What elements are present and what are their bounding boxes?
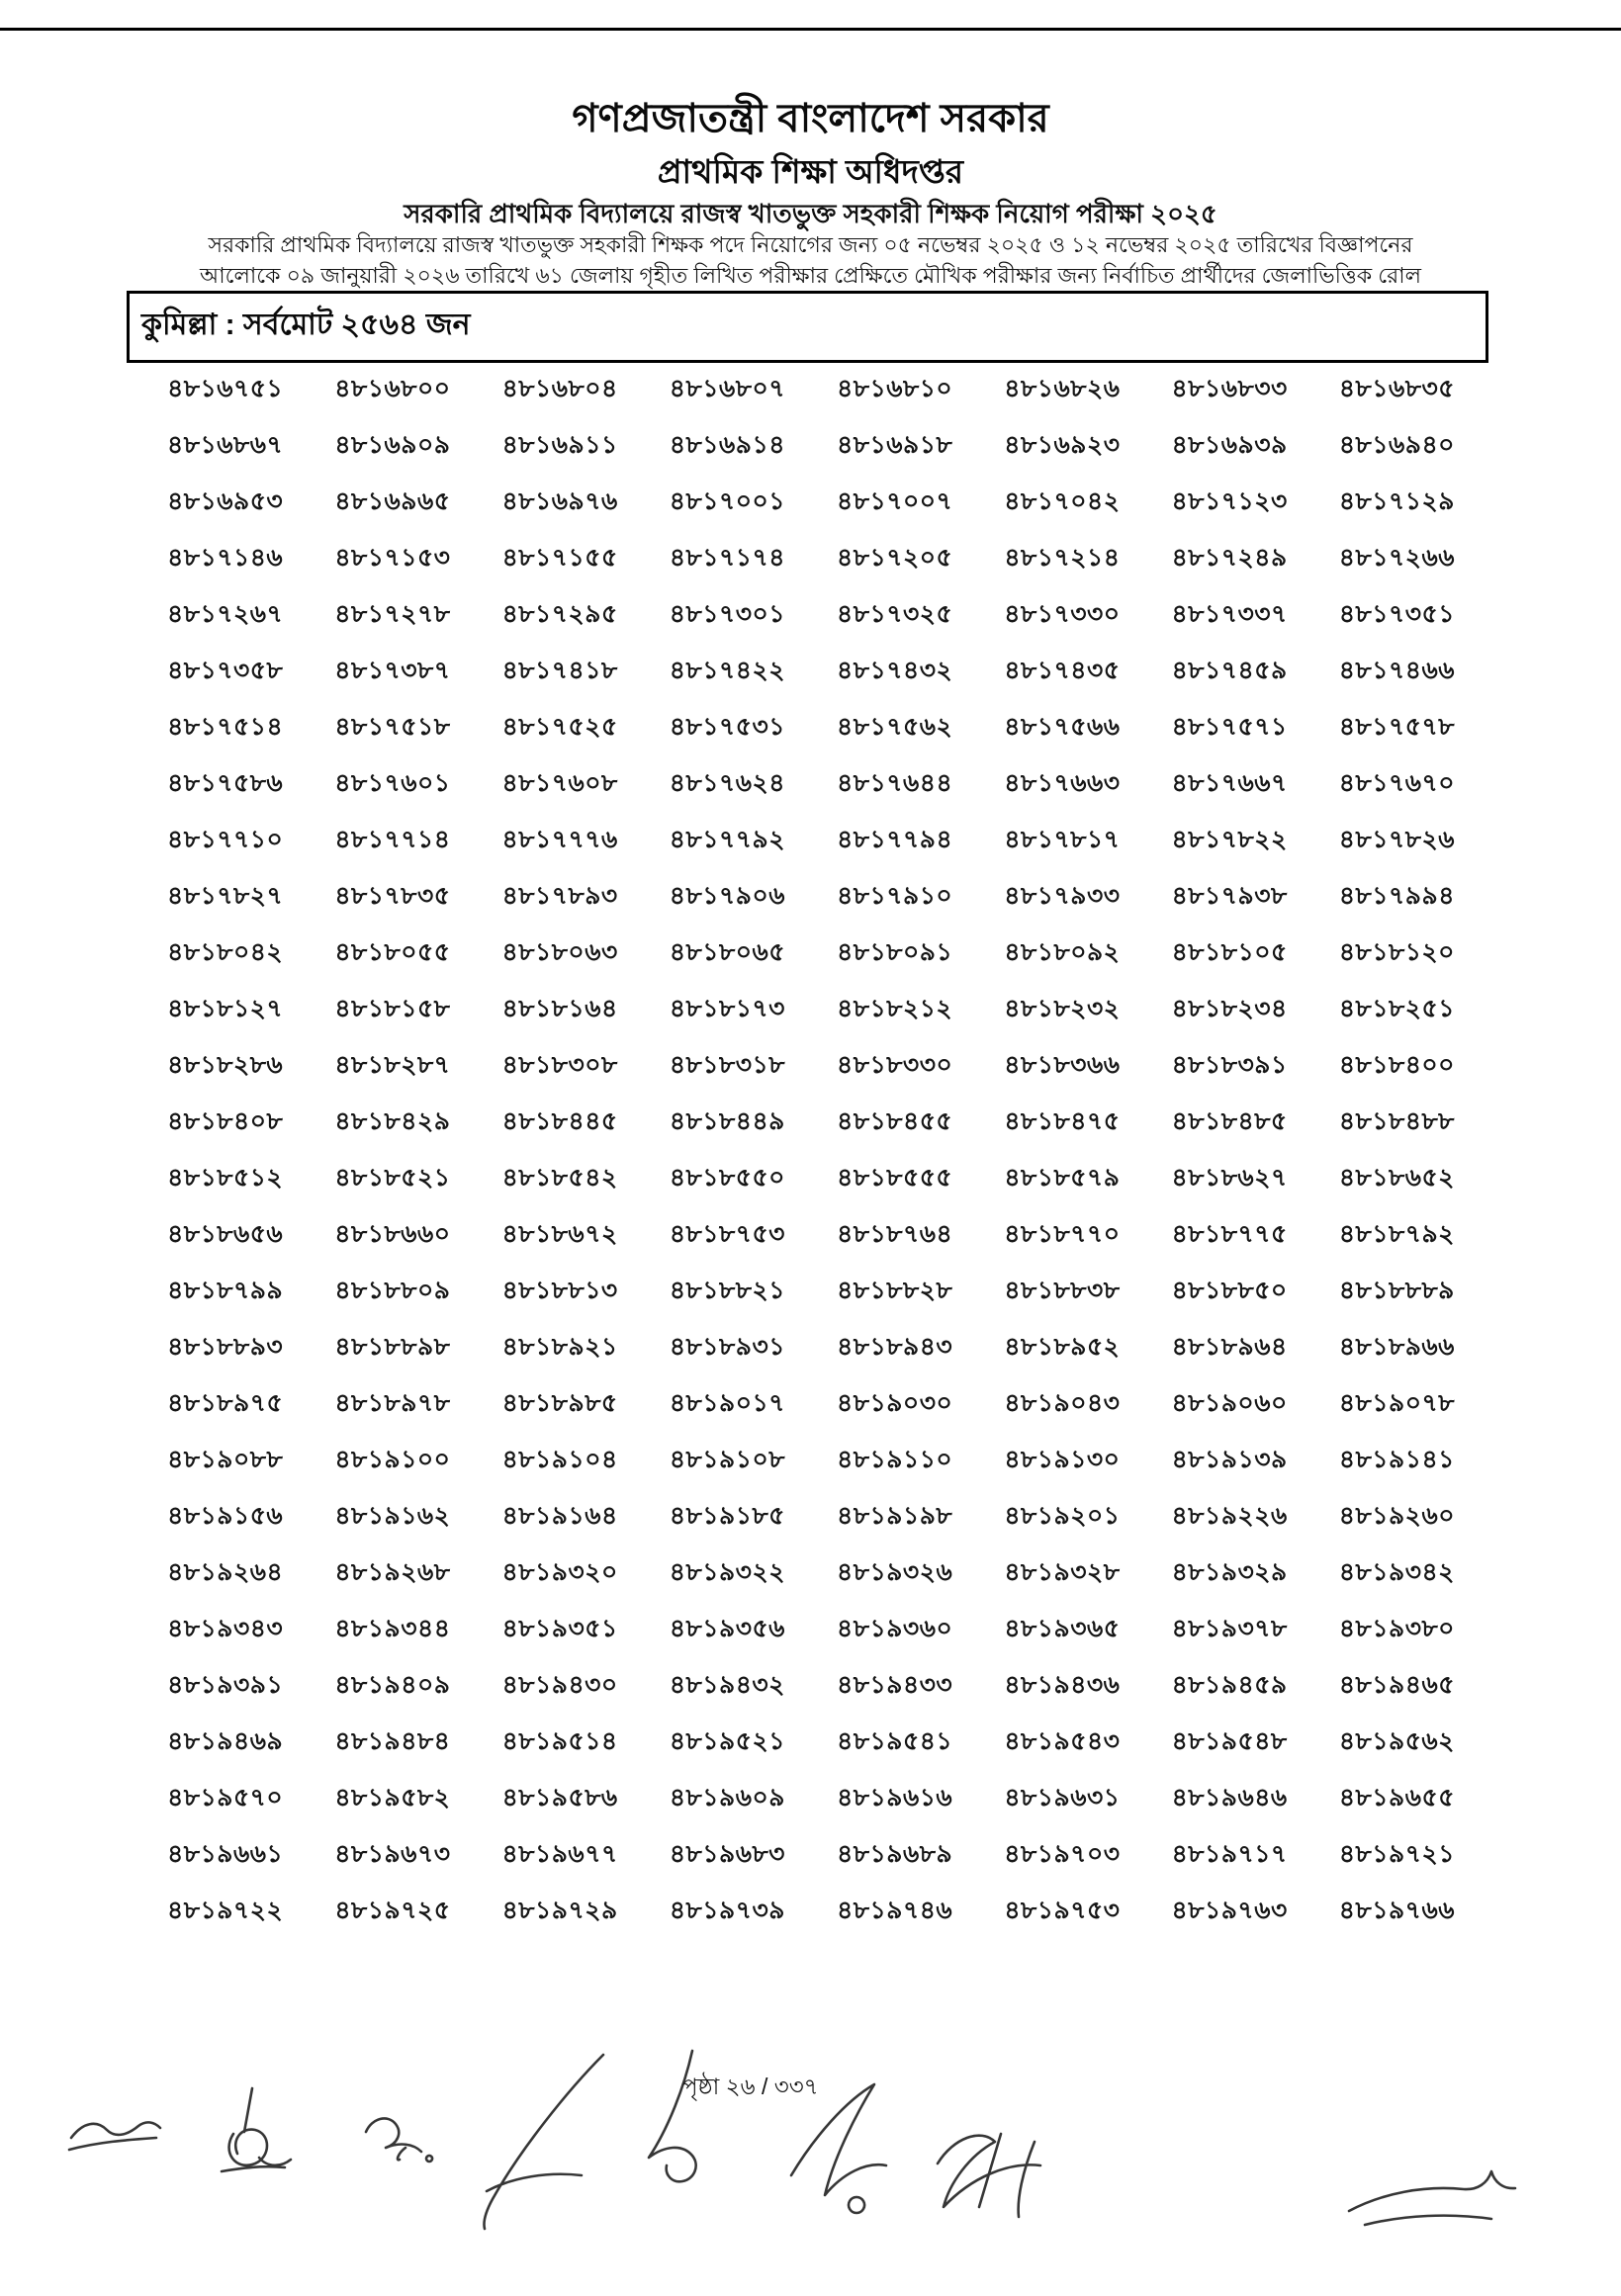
roll-number-cell: ৪৮১৭১২৩	[1171, 487, 1288, 515]
roll-number-cell: ৪৮১৯৩৫৬	[669, 1615, 785, 1642]
signature-mark	[1349, 2171, 1515, 2225]
roll-number-cell: ৪৮১৮৯৪৩	[837, 1333, 953, 1361]
roll-number-cell: ৪৮১৮৪৫৫	[837, 1107, 953, 1135]
roll-number-cell: ৪৮১৬৮৩৩	[1171, 375, 1288, 402]
roll-number-cell: ৪৮১৭৩৩৭	[1171, 600, 1288, 628]
roll-number-cell: ৪৮১৭০০১	[669, 487, 785, 515]
signature-mark	[222, 2088, 291, 2171]
roll-number-cell: ৪৮১৯৬৬১	[167, 1840, 284, 1868]
roll-number-cell: ৪৮১৭৯১০	[837, 882, 953, 910]
notice-line-1: সরকারি প্রাথমিক বিদ্যালয়ে রাজস্ব খাতভুক্ত সহকারী শিক্ষক পদে নিয়োগের জন্য ০৫ নভেম্বর ২০২৫ ও ১২ নভেম্বর ২০২৫ তারিখের বিজ্ঞাপনের	[208, 232, 1413, 257]
roll-number-cell: ৪৮১৬৯২৩	[1004, 431, 1121, 459]
roll-number-cell: ৪৮১৯৩২২	[669, 1558, 785, 1586]
roll-number-cell: ৪৮১৬৮০০	[334, 375, 451, 402]
roll-number-cell: ৪৮১৭৬০৮	[501, 769, 618, 797]
roll-number-cell: ৪৮১৯২৬০	[1338, 1502, 1455, 1530]
roll-number-cell: ৪৮১৯৭৩৯	[669, 1897, 785, 1924]
roll-number-cell: ৪৮১৮৮৯৩	[167, 1333, 284, 1361]
roll-number-cell: ৪৮১৯১১০	[837, 1446, 953, 1473]
roll-number-cell: ৪৮১৭৬০১	[334, 769, 451, 797]
signatures-overlay	[0, 2007, 1621, 2296]
roll-number-cell: ৪৮১৭০০৭	[837, 487, 953, 515]
roll-number-cell: ৪৮১৮৬৫২	[1338, 1164, 1455, 1192]
roll-number-cell: ৪৮১৯২০১	[1004, 1502, 1121, 1530]
roll-number-cell: ৪৮১৮৪৮৫	[1171, 1107, 1288, 1135]
roll-number-cell: ৪৮১৭১৫৩	[334, 544, 451, 572]
roll-number-cell: ৪৮১৭৮২৬	[1338, 826, 1455, 853]
roll-number-cell: ৪৮১৯৬৪৬	[1171, 1784, 1288, 1811]
roll-number-cell: ৪৮১৯০১৭	[669, 1389, 785, 1417]
roll-number-cell: ৪৮১৭২০৫	[837, 544, 953, 572]
roll-number-cell: ৪৮১৭৬৬৭	[1171, 769, 1288, 797]
roll-number-cell: ৪৮১৯৪৩০	[501, 1671, 618, 1699]
roll-number-cell: ৪৮১৯৩৪২	[1338, 1558, 1455, 1586]
roll-number-cell: ৪৮১৯৩৬৫	[1004, 1615, 1121, 1642]
roll-number-cell: ৪৮১৯৬০৯	[669, 1784, 785, 1811]
roll-number-cell: ৪৮১৭৯৩৮	[1171, 882, 1288, 910]
roll-number-cell: ৪৮১৭৩০১	[669, 600, 785, 628]
roll-number-cell: ৪৮১৯৩৫১	[501, 1615, 618, 1642]
roll-number-cell: ৪৮১৯১৫৬	[167, 1502, 284, 1530]
roll-number-cell: ৪৮১৭৭৯৪	[837, 826, 953, 853]
roll-number-cell: ৪৮১৮৪৮৮	[1338, 1107, 1455, 1135]
roll-number-cell: ৪৮১৮৩১৮	[669, 1051, 785, 1079]
roll-number-cell: ৪৮১৯২৬৮	[334, 1558, 451, 1586]
signature-mark	[791, 2084, 886, 2213]
roll-number-cell: ৪৮১৮১৬৪	[501, 995, 618, 1022]
roll-number-cell: ৪৮১৮৮৮৯	[1338, 1277, 1455, 1304]
signature-mark	[366, 2118, 432, 2162]
roll-number-cell: ৪৮১৭৭৭৬	[501, 826, 618, 853]
roll-number-cell: ৪৮১৭৪২২	[669, 657, 785, 684]
roll-number-cell: ৪৮১৯৭৬৩	[1171, 1897, 1288, 1924]
roll-number-cell: ৪৮১৭৫৭১	[1171, 713, 1288, 741]
roll-number-cell: ৪৮১৬৯১৪	[669, 431, 785, 459]
roll-number-cell: ৪৮১৯১০০	[334, 1446, 451, 1473]
roll-number-cell: ৪৮১৯০৮৮	[167, 1446, 284, 1473]
roll-number-cell: ৪৮১৯৬১৬	[837, 1784, 953, 1811]
roll-number-cell: ৪৮১৬৭৫১	[167, 375, 284, 402]
roll-number-cell: ৪৮১৭৫৬২	[837, 713, 953, 741]
roll-number-cell: ৪৮১৯৩২৬	[837, 1558, 953, 1586]
roll-number-cell: ৪৮১৬৯০৯	[334, 431, 451, 459]
signature-mark	[69, 2122, 160, 2150]
roll-number-cell: ৪৮১৮১২৭	[167, 995, 284, 1022]
roll-number-cell: ৪৮১৯৫৮৬	[501, 1784, 618, 1811]
roll-number-cell: ৪৮১৮৫১২	[167, 1164, 284, 1192]
roll-number-table	[141, 362, 1481, 1940]
roll-number-cell: ৪৮১৮৭৭৫	[1171, 1220, 1288, 1248]
roll-number-cell: ৪৮১৬৯৭৬	[501, 487, 618, 515]
roll-number-cell: ৪৮১৮৯৫২	[1004, 1333, 1121, 1361]
directorate-title: প্রাথমিক শিক্ষা অধিদপ্তর	[657, 153, 964, 190]
roll-number-cell: ৪৮১৯৩৬০	[837, 1615, 953, 1642]
roll-number-cell: ৪৮১৮৮৫০	[1171, 1277, 1288, 1304]
roll-number-cell: ৪৮১৮০৬৫	[669, 938, 785, 966]
roll-number-cell: ৪৮১৯০৪৩	[1004, 1389, 1121, 1417]
roll-number-cell: ৪৮১৭২৭৮	[334, 600, 451, 628]
roll-number-cell: ৪৮১৯১০৪	[501, 1446, 618, 1473]
roll-number-cell: ৪৮১৭৩২৫	[837, 600, 953, 628]
notice-paragraph	[109, 229, 1512, 291]
roll-number-cell: ৪৮১৭৬২৪	[669, 769, 785, 797]
roll-number-cell: ৪৮১৯৩৭৮	[1171, 1615, 1288, 1642]
roll-number-cell: ৪৮১৬৮৩৫	[1338, 375, 1455, 402]
roll-number-cell: ৪৮১৭০৪২	[1004, 487, 1121, 515]
roll-number-cell: ৪৮১৬৮১০	[837, 375, 953, 402]
roll-number-cell: ৪৮১৬৯৩৯	[1171, 431, 1288, 459]
roll-number-cell: ৪৮১৯৪০৯	[334, 1671, 451, 1699]
roll-number-cell: ৪৮১৯৪৬৯	[167, 1727, 284, 1755]
roll-number-cell: ৪৮১৮১৭৩	[669, 995, 785, 1022]
roll-number-cell: ৪৮১৭৫৬৬	[1004, 713, 1121, 741]
roll-number-cell: ৪৮১৭৪৬৬	[1338, 657, 1455, 684]
roll-number-cell: ৪৮১৮৮৩৮	[1004, 1277, 1121, 1304]
roll-number-cell: ৪৮১৮২৩২	[1004, 995, 1121, 1022]
roll-number-cell: ৪৮১৮৮২১	[669, 1277, 785, 1304]
roll-number-cell: ৪৮১৯৪৫৯	[1171, 1671, 1288, 1699]
roll-number-cell: ৪৮১৭৪৫৯	[1171, 657, 1288, 684]
roll-number-cell: ৪৮১৮৮০৯	[334, 1277, 451, 1304]
roll-number-cell: ৪৮১৮১০৫	[1171, 938, 1288, 966]
roll-number-cell: ৪৮১৮৫৫৫	[837, 1164, 953, 1192]
roll-number-cell: ৪৮১৮০৬৩	[501, 938, 618, 966]
roll-number-cell: ৪৮১৮৭৭০	[1004, 1220, 1121, 1248]
roll-number-cell: ৪৮১৭৯৩৩	[1004, 882, 1121, 910]
roll-number-cell: ৪৮১৯৭৫৩	[1004, 1897, 1121, 1924]
roll-number-cell: ৪৮১৯৩৮০	[1338, 1615, 1455, 1642]
roll-number-cell: ৪৮১৭৫১৪	[167, 713, 284, 741]
roll-number-cell: ৪৮১৯৫২১	[669, 1727, 785, 1755]
roll-number-cell: ৪৮১৮৫৫০	[669, 1164, 785, 1192]
roll-number-cell: ৪৮১৯০৭৮	[1338, 1389, 1455, 1417]
roll-number-cell: ৪৮১৯৫৭০	[167, 1784, 284, 1811]
roll-number-cell: ৪৮১৯১৮৫	[669, 1502, 785, 1530]
government-title: গণপ্রজাতন্ত্রী বাংলাদেশ সরকার	[572, 97, 1049, 140]
roll-number-cell: ৪৮১৯৭১৭	[1171, 1840, 1288, 1868]
roll-number-cell: ৪৮১৯৪৮৪	[334, 1727, 451, 1755]
roll-number-cell: ৪৮১৮৯৬৬	[1338, 1333, 1455, 1361]
roll-number-cell: ৪৮১৯৬৫৫	[1338, 1784, 1455, 1811]
roll-number-cell: ৪৮১৬৯৬৫	[334, 487, 451, 515]
roll-number-cell: ৪৮১৭৬৪৪	[837, 769, 953, 797]
roll-number-cell: ৪৮১৯৫১৪	[501, 1727, 618, 1755]
roll-number-cell: ৪৮১৮৭৯৯	[167, 1277, 284, 1304]
roll-number-cell: ৪৮১৯৩৪৩	[167, 1615, 284, 1642]
roll-number-cell: ৪৮১৮১৫৮	[334, 995, 451, 1022]
roll-number-cell: ৪৮১৭৪৩৫	[1004, 657, 1121, 684]
roll-number-cell: ৪৮১৮০৯২	[1004, 938, 1121, 966]
roll-number-cell: ৪৮১৯১৬২	[334, 1502, 451, 1530]
roll-number-cell: ৪৮১৯৬৮৩	[669, 1840, 785, 1868]
roll-number-cell: ৪৮১৯৭২৯	[501, 1897, 618, 1924]
roll-number-cell: ৪৮১৯৩২০	[501, 1558, 618, 1586]
roll-number-cell: ৪৮১৮২৮৭	[334, 1051, 451, 1079]
roll-number-cell: ৪৮১৯৬৩১	[1004, 1784, 1121, 1811]
roll-number-cell: ৪৮১৮৯৩১	[669, 1333, 785, 1361]
roll-number-cell: ৪৮১৭৬৭০	[1338, 769, 1455, 797]
roll-number-cell: ৪৮১৮৯৮৫	[501, 1389, 618, 1417]
roll-number-cell: ৪৮১৭৫৩১	[669, 713, 785, 741]
page-top-border	[0, 28, 1621, 31]
signature-mark	[938, 2134, 1040, 2217]
roll-number-cell: ৪৮১৬৯৫৩	[167, 487, 284, 515]
roll-number-cell: ৪৮১৮৫৪২	[501, 1164, 618, 1192]
roll-number-cell: ৪৮১৭২৬৬	[1338, 544, 1455, 572]
roll-number-cell: ৪৮১৮৫৭৯	[1004, 1164, 1121, 1192]
roll-number-cell: ৪৮১৯৩৯১	[167, 1671, 284, 1699]
roll-number-cell: ৪৮১৮৯৬৪	[1171, 1333, 1288, 1361]
roll-number-cell: ৪৮১৯৫৪৮	[1171, 1727, 1288, 1755]
roll-number-cell: ৪৮১৮৪০৮	[167, 1107, 284, 1135]
roll-number-cell: ৪৮১৮২৫১	[1338, 995, 1455, 1022]
roll-number-cell: ৪৮১৭৮২৭	[167, 882, 284, 910]
roll-number-cell: ৪৮১৯১০৮	[669, 1446, 785, 1473]
roll-number-cell: ৪৮১৯৬৭৩	[334, 1840, 451, 1868]
roll-number-cell: ৪৮১৭১২৯	[1338, 487, 1455, 515]
roll-number-cell: ৪৮১৬৮০৭	[669, 375, 785, 402]
roll-number-cell: ৪৮১৮৬২৭	[1171, 1164, 1288, 1192]
roll-number-cell: ৪৮১৭৩৫১	[1338, 600, 1455, 628]
roll-number-cell: ৪৮১৬৯১১	[501, 431, 618, 459]
exam-title: সরকারি প্রাথমিক বিদ্যালয়ে রাজস্ব খাতভুক্ত সহকারী শিক্ষক নিয়োগ পরীক্ষা ২০২৫	[404, 199, 1217, 228]
roll-number-cell: ৪৮১৮৩০৮	[501, 1051, 618, 1079]
roll-number-cell: ৪৮১৮৩৬৬	[1004, 1051, 1121, 1079]
roll-number-cell: ৪৮১৭২১৪	[1004, 544, 1121, 572]
roll-number-cell: ৪৮১৯১৬৪	[501, 1502, 618, 1530]
roll-number-cell: ৪৮১৭৯৯৪	[1338, 882, 1455, 910]
roll-number-cell: ৪৮১৯৩২৮	[1004, 1558, 1121, 1586]
roll-number-cell: ৪৮১৭৪৩২	[837, 657, 953, 684]
roll-number-cell: ৪৮১৮৩৯১	[1171, 1051, 1288, 1079]
roll-number-cell: ৪৮১৭৬৬৩	[1004, 769, 1121, 797]
roll-number-cell: ৪৮১৮৬৭২	[501, 1220, 618, 1248]
roll-number-cell: ৪৮১৯৪৬৫	[1338, 1671, 1455, 1699]
roll-number-cell: ৪৮১৭১৭৪	[669, 544, 785, 572]
roll-number-cell: ৪৮১৭৯০৬	[669, 882, 785, 910]
roll-number-cell: ৪৮১৬৯১৮	[837, 431, 953, 459]
roll-number-cell: ৪৮১৭৫৮৬	[167, 769, 284, 797]
roll-number-cell: ৪৮১৯৫৪৩	[1004, 1727, 1121, 1755]
roll-number-cell: ৪৮১৭৮১৭	[1004, 826, 1121, 853]
roll-number-cell: ৪৮১৬৮৬৭	[167, 431, 284, 459]
roll-number-cell: ৪৮১৯২২৬	[1171, 1502, 1288, 1530]
roll-number-cell: ৪৮১৯৪৩৬	[1004, 1671, 1121, 1699]
roll-number-cell: ৪৮১৮৯২১	[501, 1333, 618, 1361]
roll-number-cell: ৪৮১৯৩২৯	[1171, 1558, 1288, 1586]
roll-number-cell: ৪৮১৭৮২২	[1171, 826, 1288, 853]
roll-number-cell: ৪৮১৯৭২২	[167, 1897, 284, 1924]
roll-number-cell: ৪৮১৯১৯৮	[837, 1502, 953, 1530]
roll-number-cell: ৪৮১৮৪৭৫	[1004, 1107, 1121, 1135]
district-heading: কুমিল্লা : সর্বমোট ২৫৬৪ জন	[141, 309, 471, 341]
roll-number-cell: ৪৮১৯০৬০	[1171, 1389, 1288, 1417]
roll-number-cell: ৪৮১৯৫৬২	[1338, 1727, 1455, 1755]
roll-number-cell: ৪৮১৮৪০০	[1338, 1051, 1455, 1079]
roll-number-cell: ৪৮১৮৭৫৩	[669, 1220, 785, 1248]
roll-number-cell: ৪৮১৮২৩৪	[1171, 995, 1288, 1022]
roll-number-cell: ৪৮১৯৪৩৩	[837, 1671, 953, 1699]
roll-number-cell: ৪৮১৯৭৪৬	[837, 1897, 953, 1924]
roll-number-cell: ৪৮১৭১৫৫	[501, 544, 618, 572]
roll-number-cell: ৪৮১৯৭০৩	[1004, 1840, 1121, 1868]
roll-number-cell: ৪৮১৭৪১৮	[501, 657, 618, 684]
roll-number-cell: ৪৮১৯৬৭৭	[501, 1840, 618, 1868]
roll-number-cell: ৪৮১৭৫৭৮	[1338, 713, 1455, 741]
roll-number-cell: ৪৮১৮৩৩০	[837, 1051, 953, 1079]
roll-number-cell: ৪৮১৭২৬৭	[167, 600, 284, 628]
roll-number-cell: ৪৮১৮৬৬০	[334, 1220, 451, 1248]
roll-number-cell: ৪৮১৮৪২৯	[334, 1107, 451, 1135]
roll-number-cell: ৪৮১৭৭১০	[167, 826, 284, 853]
roll-number-cell: ৪৮১৮৭৯২	[1338, 1220, 1455, 1248]
roll-number-cell: ৪৮১৬৮০৪	[501, 375, 618, 402]
roll-number-cell: ৪৮১৯৭২১	[1338, 1840, 1455, 1868]
roll-number-cell: ৪৮১৮২৮৬	[167, 1051, 284, 1079]
roll-number-cell: ৪৮১৯৭২৫	[334, 1897, 451, 1924]
roll-number-cell: ৪৮১৭৭৯২	[669, 826, 785, 853]
roll-number-cell: ৪৮১৯২৬৪	[167, 1558, 284, 1586]
roll-number-cell: ৪৮১৮৪৪৫	[501, 1107, 618, 1135]
roll-number-cell: ৪৮১৮৮২৮	[837, 1277, 953, 1304]
roll-number-cell: ৪৮১৯৭৬৬	[1338, 1897, 1455, 1924]
roll-number-cell: ৪৮১৭৩৮৭	[334, 657, 451, 684]
roll-number-cell: ৪৮১৮৭৬৪	[837, 1220, 953, 1248]
roll-number-cell: ৪৮১৮৯৭৮	[334, 1389, 451, 1417]
district-heading-box	[127, 291, 1488, 363]
notice-line-2: আলোকে ০৯ জানুয়ারী ২০২৬ তারিখে ৬১ জেলায় গৃহীত লিখিত পরীক্ষার প্রেক্ষিতে মৌখিক পরীক্ষার জন্য নির্বাচিত প্রার্থীদের জেলাভিত্তিক রোল	[199, 263, 1422, 288]
roll-number-cell: ৪৮১৬৯৪০	[1338, 431, 1455, 459]
signature-mark	[649, 2051, 696, 2181]
roll-number-cell: ৪৮১৮৪৪৯	[669, 1107, 785, 1135]
roll-number-cell: ৪৮১৮৫২১	[334, 1164, 451, 1192]
roll-number-cell: ৪৮১৮৮১৩	[501, 1277, 618, 1304]
roll-number-cell: ৪৮১৯৬৮৯	[837, 1840, 953, 1868]
roll-number-cell: ৪৮১৬৮২৬	[1004, 375, 1121, 402]
roll-number-cell: ৪৮১৮০৯১	[837, 938, 953, 966]
roll-number-cell: ৪৮১৯৩৪৪	[334, 1615, 451, 1642]
roll-number-cell: ৪৮১৭৩৩০	[1004, 600, 1121, 628]
roll-number-cell: ৪৮১৭৭১৪	[334, 826, 451, 853]
roll-number-cell: ৪৮১৭৩৫৮	[167, 657, 284, 684]
roll-number-cell: ৪৮১৮০৪২	[167, 938, 284, 966]
roll-number-cell: ৪৮১৭২৯৫	[501, 600, 618, 628]
roll-number-cell: ৪৮১৯০৩০	[837, 1389, 953, 1417]
roll-number-cell: ৪৮১৮৯৭৫	[167, 1389, 284, 1417]
signature-mark	[484, 2055, 603, 2229]
roll-number-cell: ৪৮১৭৫১৮	[334, 713, 451, 741]
roll-number-cell: ৪৮১৮৮৯৮	[334, 1333, 451, 1361]
roll-number-cell: ৪৮১৮০৫৫	[334, 938, 451, 966]
roll-number-cell: ৪৮১৭২৪৯	[1171, 544, 1288, 572]
roll-number-cell: ৪৮১৮১২০	[1338, 938, 1455, 966]
roll-number-cell: ৪৮১৯১৩৯	[1171, 1446, 1288, 1473]
page-number: পৃষ্ঠা ২৬ / ৩৩৭	[682, 2074, 819, 2099]
roll-number-cell: ৪৮১৯১৩০	[1004, 1446, 1121, 1473]
roll-number-cell: ৪৮১৭৮৩৫	[334, 882, 451, 910]
roll-number-cell: ৪৮১৭৮৯৩	[501, 882, 618, 910]
roll-number-cell: ৪৮১৯৫৪১	[837, 1727, 953, 1755]
roll-number-cell: ৪৮১৮২১২	[837, 995, 953, 1022]
roll-number-cell: ৪৮১৯১৪১	[1338, 1446, 1455, 1473]
roll-number-cell: ৪৮১৭৫২৫	[501, 713, 618, 741]
roll-number-cell: ৪৮১৯৪৩২	[669, 1671, 785, 1699]
roll-number-cell: ৪৮১৯৫৮২	[334, 1784, 451, 1811]
roll-number-cell: ৪৮১৮৬৫৬	[167, 1220, 284, 1248]
roll-number-cell: ৪৮১৭১৪৬	[167, 544, 284, 572]
